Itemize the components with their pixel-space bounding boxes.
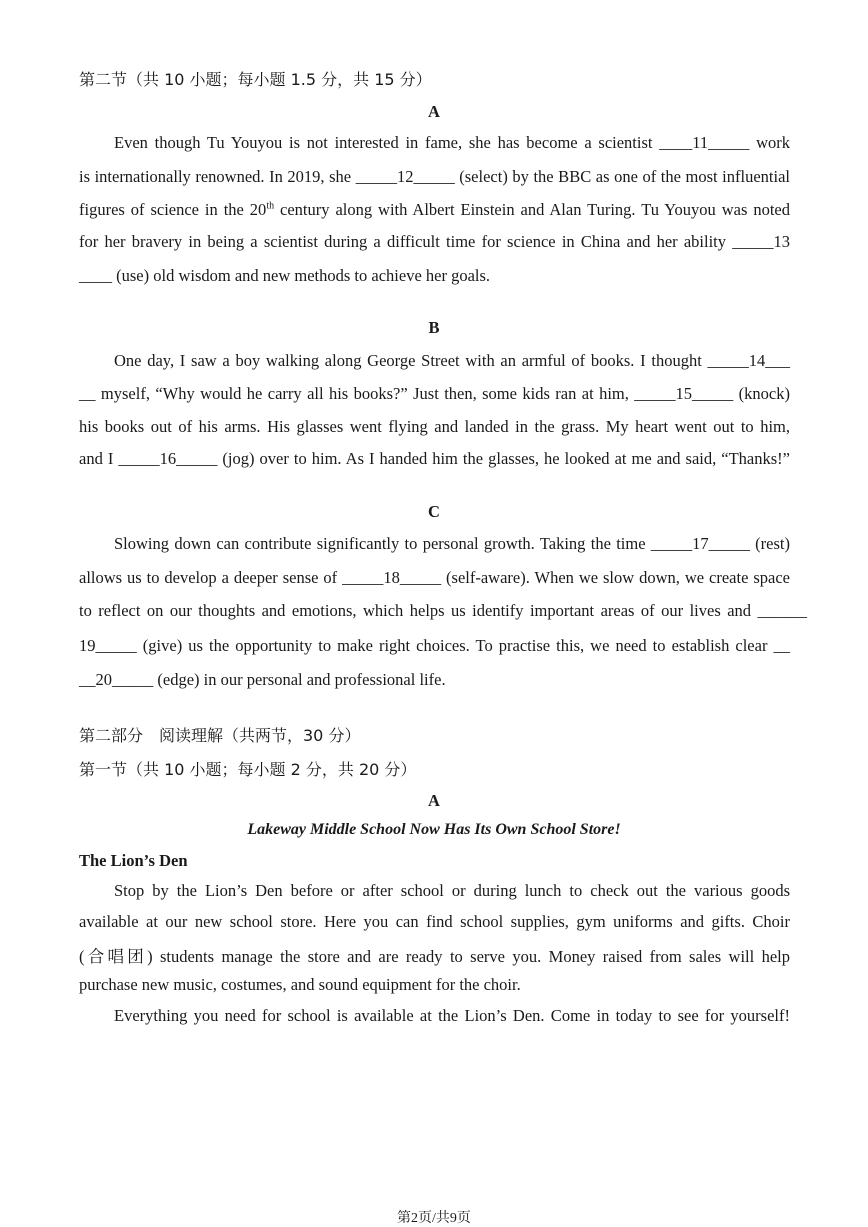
passage-a-line-4: for her bravery in being a scientist during a difficult time for science in China and her ability _____13 <box>79 232 790 251</box>
reading-a-line-3: (合唱团) students manage the store and are ready to serve you. Money raised from sales will help <box>79 947 790 966</box>
passage-b-line-2: __ myself, “Why would he carry all his books?” Just then, some kids ran at him, _____15_____ (knock) <box>79 384 790 403</box>
passage-a-label: A <box>428 102 440 121</box>
reading-a-line-2: available at our new school store. Here you can find school supplies, gym uniforms and gifts. Choir <box>79 912 790 931</box>
reading-a-line-1: Stop by the Lion’s Den before or after school or during lunch to check out the various goods <box>114 881 790 900</box>
passage-c-line-5: __20_____ (edge) in our personal and professional life. <box>79 670 446 689</box>
part2-header: 第二部分 阅读理解（共两节，30 分） <box>79 726 361 745</box>
passage-a-line-1: Even though Tu Youyou is not interested in fame, she has become a scientist ____11_____ work <box>114 133 790 152</box>
passage-b-label: B <box>428 318 440 337</box>
passage-b-line-1: One day, I saw a boy walking along George Street with an armful of books. I thought _____14___ <box>114 351 790 370</box>
passage-a-line-5: ____ (use) old wisdom and new methods to achieve her goals. <box>79 266 491 285</box>
section-header: 第二节（共 10 小题；每小题 1.5 分，共 15 分） <box>79 70 432 89</box>
reading-a-title: Lakeway Middle School Now Has Its Own School Store! <box>247 821 621 838</box>
page-footer: 第2页/共9页 <box>397 1211 471 1226</box>
passage-b-line-3: his books out of his arms. His glasses went flying and landed in the grass. My heart went out to him, <box>79 417 790 436</box>
passage-a-line-3: figures of science in the 20th century along with Albert Einstein and Alan Turing. Tu Youyou was noted <box>79 200 790 219</box>
reading-a-label: A <box>428 791 440 810</box>
reading-a-line-4: purchase new music, costumes, and sound equipment for the choir. <box>79 975 521 994</box>
reading-a-subtitle: The Lion’s Den <box>79 851 188 870</box>
passage-c-line-3: to reflect on our thoughts and emotions, which helps us identify important areas of our lives and ______ <box>79 601 807 620</box>
section1-header: 第一节（共 10 小题；每小题 2 分，共 20 分） <box>79 760 417 779</box>
passage-a-line-2: is internationally renowned. In 2019, she _____12_____ (select) by the BBC as one of the most influential <box>79 167 790 186</box>
passage-b-line-4: and I _____16_____ (jog) over to him. As I handed him the glasses, he looked at me and said, “Thanks!” <box>79 449 790 468</box>
reading-a-line-5: Everything you need for school is available at the Lion’s Den. Come in today to see for yourself! <box>114 1006 790 1025</box>
passage-c-line-2: allows us to develop a deeper sense of _____18_____ (self-aware). When we slow down, we create space <box>79 568 790 587</box>
passage-c-line-4: 19_____ (give) us the opportunity to make right choices. To practise this, we need to establish clear __ <box>79 636 790 655</box>
passage-c-label: C <box>428 502 440 521</box>
passage-c-line-1: Slowing down can contribute significantly to personal growth. Taking the time _____17_____ (rest) <box>114 534 790 553</box>
